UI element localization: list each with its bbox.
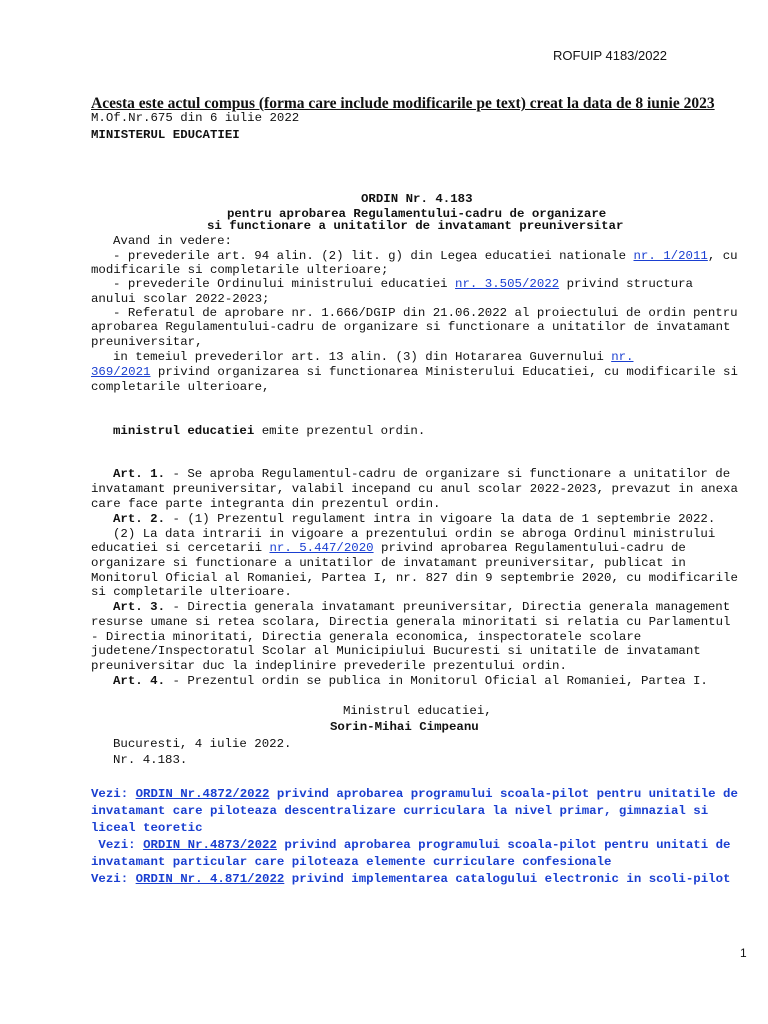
article-3-cont1: resurse umane si retea scolara, Directia generala minoritati si relatia cu Parlamentul [91, 615, 731, 629]
article-2-para2: (2) La data intrarii in vigoare a prezentului ordin se abroga Ordinul ministrului [113, 527, 716, 541]
preamble-item-2: - prevederile Ordinului ministrului educatiei nr. 3.505/2022 privind structura [113, 277, 693, 291]
see-also-1-cont1: invatamant care piloteaza descentralizare curriculara la nivel primar, gimnazial si [91, 804, 709, 818]
official-gazette-ref: M.Of.Nr.675 din 6 iulie 2022 [91, 111, 300, 125]
order-3505-2022-link[interactable]: nr. 3.505/2022 [455, 277, 560, 291]
signatory-name: Sorin-Mihai Cimpeanu [330, 720, 479, 734]
ministry-name: MINISTERUL EDUCATIEI [91, 128, 240, 142]
order-title: ORDIN Nr. 4.183 [361, 192, 473, 206]
order-4872-2022-link[interactable]: ORDIN Nr.4872/2022 [135, 787, 270, 801]
order-4871-2022-link[interactable]: ORDIN Nr. 4.871/2022 [135, 872, 285, 886]
law-1-2011-link[interactable]: nr. 1/2011 [633, 249, 708, 263]
see-also-1: Vezi: ORDIN Nr.4872/2022 privind aprobarea programului scoala-pilot pentru unitatile de [91, 787, 738, 801]
see-also-1-cont2: liceal teoretic [91, 821, 203, 835]
article-1-cont1: invatamant preuniversitar, valabil incepand cu anul scolar 2022-2023, prevazut in anexa [91, 482, 738, 496]
compiled-act-notice: Acesta este actul compus (forma care include modificarile pe text) creat la data de 8 iunie 2023 [91, 95, 715, 112]
preamble-item-1-cont: modificarile si completarile ulterioare; [91, 263, 389, 277]
signatory-role: Ministrul educatiei, [343, 704, 492, 718]
preamble-item-1: - prevederile art. 94 alin. (2) lit. g) din Legea educatiei nationale nr. 1/2011, cu [113, 249, 738, 263]
see-also-2: Vezi: ORDIN Nr.4873/2022 privind aprobarea programului scoala-pilot pentru unitati de [91, 838, 731, 852]
preamble-item-4-cont2: completarile ulterioare, [91, 380, 270, 394]
order-5447-2020-link[interactable]: nr. 5.447/2020 [269, 541, 374, 555]
article-1: Art. 1. - Se aproba Regulamentul-cadru de organizare si functionare a unitatilor de [113, 467, 731, 481]
see-also-2-cont1: invatamant particular care piloteaza elemente curriculare confesionale [91, 855, 612, 869]
preamble-intro: Avand in vedere: [113, 234, 232, 248]
preamble-item-4-cont1: 369/2021 privind organizarea si functionarea Ministerului Educatiei, cu modificarile si [91, 365, 738, 379]
preamble-item-4: in temeiul prevederilor art. 13 alin. (3) din Hotararea Guvernului nr. [113, 350, 634, 364]
order-subtitle-line1: pentru aprobarea Regulamentului-cadru de organizare [227, 207, 607, 221]
article-3-cont3: judetene/Inspectoratul Scolar al Municipiului Bucuresti si unitatile de invatamant [91, 644, 701, 658]
preamble-item-3-cont2: preuniversitar, [91, 335, 203, 349]
article-3-cont4: preuniversitar duc la indeplinire prevederile prezentului ordin. [91, 659, 567, 673]
issuing-statement: ministrul educatiei emite prezentul ordin. [113, 424, 426, 438]
article-4: Art. 4. - Prezentul ordin se publica in Monitorul Oficial al Romaniei, Partea I. [113, 674, 708, 688]
preamble-item-2-cont: anului scolar 2022-2023; [91, 292, 270, 306]
page-number: 1 [740, 946, 747, 960]
order-4873-2022-link[interactable]: ORDIN Nr.4873/2022 [143, 838, 277, 852]
hg-369-2021-link-part1[interactable]: nr. [611, 350, 634, 364]
article-2-cont1: educatiei si cercetarii nr. 5.447/2020 privind aprobarea Regulamentului-cadru de [91, 541, 686, 555]
order-number: Nr. 4.183. [113, 753, 188, 767]
article-3-cont2: - Directia minoritati, Directia generala economica, inspectoratele scolare [91, 630, 642, 644]
see-also-3: Vezi: ORDIN Nr. 4.871/2022 privind implementarea catalogului electronic in scoli-pilot [91, 872, 731, 886]
article-2-cont3: Monitorul Oficial al Romaniei, Partea I, nr. 827 din 9 septembrie 2020, cu modificarile [91, 571, 738, 585]
article-1-cont2: care face parte integranta din prezentul ordin. [91, 497, 441, 511]
document-reference: ROFUIP 4183/2022 [553, 48, 667, 63]
hg-369-2021-link-part2[interactable]: 369/2021 [91, 365, 151, 379]
preamble-item-3-cont1: aprobarea Regulamentului-cadru de organizare si functionare a unitatilor de invatamant [91, 320, 731, 334]
signing-place-date: Bucuresti, 4 iulie 2022. [113, 737, 292, 751]
preamble-item-3: - Referatul de aprobare nr. 1.666/DGIP din 21.06.2022 al proiectului de ordin pentru [113, 306, 738, 320]
article-2-cont2: organizare si functionare a unitatilor de invatamant preuniversitar, publicat in [91, 556, 686, 570]
article-2-cont4: si completarile ulterioare. [91, 585, 292, 599]
order-subtitle-line2: si functionare a unitatilor de invatamant preuniversitar [207, 219, 624, 233]
article-3: Art. 3. - Directia generala invatamant preuniversitar, Directia generala management [113, 600, 731, 614]
article-2: Art. 2. - (1) Prezentul regulament intra in vigoare la data de 1 septembrie 2022. [113, 512, 716, 526]
